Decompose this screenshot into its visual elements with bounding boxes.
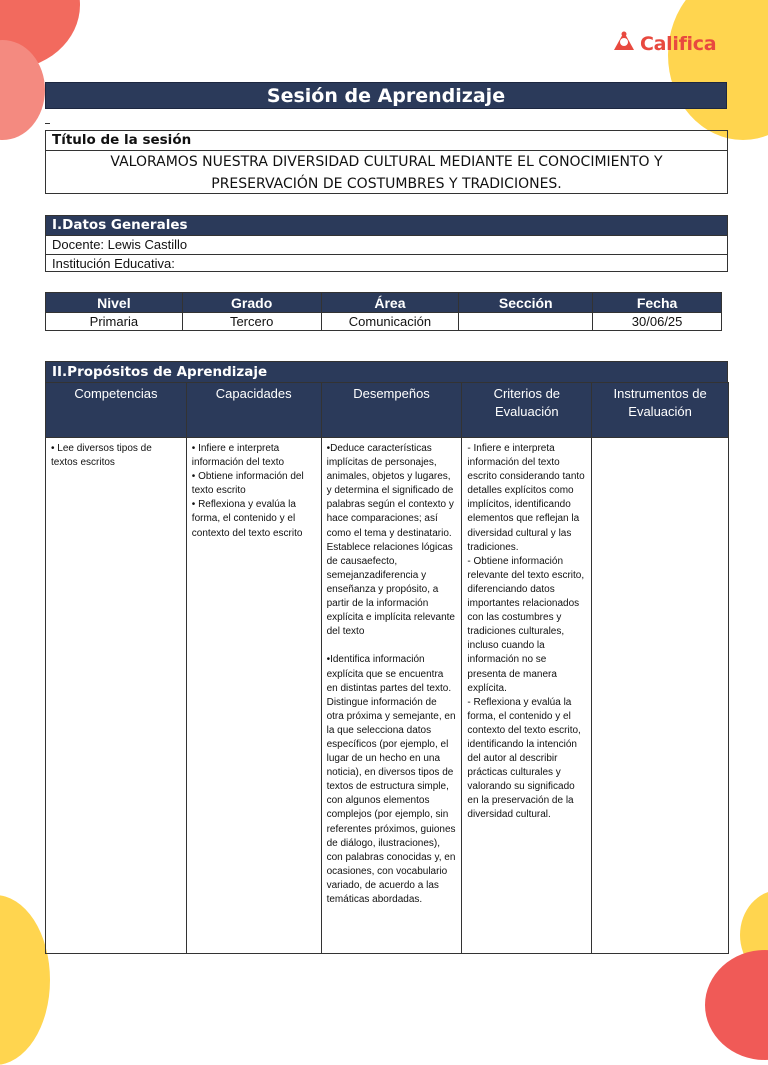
value-fecha: 30/06/25 [593, 313, 722, 331]
cell-capacidades: • Infiere e interpreta información del texto • Obtiene información del texto escrito • Reflexiona y evalúa la forma, el contenido y el contexto del texto escrito [186, 438, 321, 954]
session-label: Título de la sesión [52, 132, 192, 148]
califica-logo[interactable] [612, 30, 716, 57]
cell-desempenos: •Deduce características implícitas de personajes, animales, objetos y lugares, y determina el significado de palabras según el contexto y hace comparaciones; así como el tema y destinatario. Establece relaciones lógicas de causaefecto, semejanzadiferencia y enseñanza y propósito, a partir de la información explícita e implícita relevante del texto •Identifica información explícita que se encuentra en distintas partes del texto. Distingue información de otra próxima y semejante, en la que selecciona datos específicos (por ejemplo, el lugar de un hecho en una noticia), en diversos tipos de textos de estructura simple, con algunos elementos complejos (por ejemplo, sin referentes próximos, guiones de diálogo, ilustraciones), con palabras conocidas y, en ocasiones, con vocabulario variado, de acuerdo a las temáticas abordadas. [321, 438, 462, 954]
meta-value-row [46, 313, 722, 331]
cell-instrumentos [592, 438, 729, 954]
session-title: VALORAMOS NUESTRA DIVERSIDAD CULTURAL MEDIANTE EL CONOCIMIENTO Y PRESERVACIÓN DE COSTUMBRES Y TRADICIONES. [46, 150, 727, 195]
session-box [45, 130, 728, 194]
purposes-table [45, 382, 729, 954]
value-seccion [459, 313, 593, 331]
header-nivel: Nivel [46, 293, 183, 313]
header-capacidades: Capacidades [186, 383, 321, 438]
califica-logo-text: Califica [640, 32, 717, 55]
header-area: Área [321, 293, 459, 313]
decor-blob-top-right [668, 0, 768, 140]
purposes-header-row [46, 383, 729, 438]
purposes-content-row [46, 438, 729, 954]
decor-blob-bottom-left [0, 895, 50, 1065]
cell-criterios: - Infiere e interpreta información del texto escrito considerando tanto detalles explícitos como implícitos, identificando elementos que reflejan la diversidad cultural y las tradiciones. - Obtiene información relevante del texto escrito, diferenciando datos importantes relacionados con las costumbres y tradiciones culturales, incluso cuando la información no se presenta de manera explícita. - Reflexiona y evalúa la forma, el contenido y el contexto del texto escrito, identificando la intención del autor al describir prácticas culturales y valorando su significado en la preservación de la diversidad cultural. [462, 438, 592, 954]
header-grado: Grado [182, 293, 321, 313]
institucion-field: Institución Educativa: [46, 254, 727, 273]
small-divider [45, 123, 50, 124]
meta-header-row [46, 293, 722, 313]
califica-logo-icon [612, 30, 636, 57]
header-instrumentos: Instrumentos de Evaluación [592, 383, 729, 438]
general-data-heading: I.Datos Generales [46, 216, 727, 235]
page-title: Sesión de Aprendizaje [45, 82, 727, 109]
cell-competencias: • Lee diversos tipos de textos escritos [46, 438, 187, 954]
purposes-heading: II.Propósitos de Aprendizaje [45, 361, 728, 382]
header-criterios: Criterios de Evaluación [462, 383, 592, 438]
header-fecha: Fecha [593, 293, 722, 313]
header-seccion: Sección [459, 293, 593, 313]
value-grado: Tercero [182, 313, 321, 331]
header-desempenos: Desempeños [321, 383, 462, 438]
docente-field: Docente: Lewis Castillo [46, 235, 727, 254]
header-competencias: Competencias [46, 383, 187, 438]
meta-table [45, 292, 722, 331]
general-data-box [45, 215, 728, 272]
value-area: Comunicación [321, 313, 459, 331]
value-nivel: Primaria [46, 313, 183, 331]
decor-blob-bottom-right-pink [705, 950, 768, 1060]
